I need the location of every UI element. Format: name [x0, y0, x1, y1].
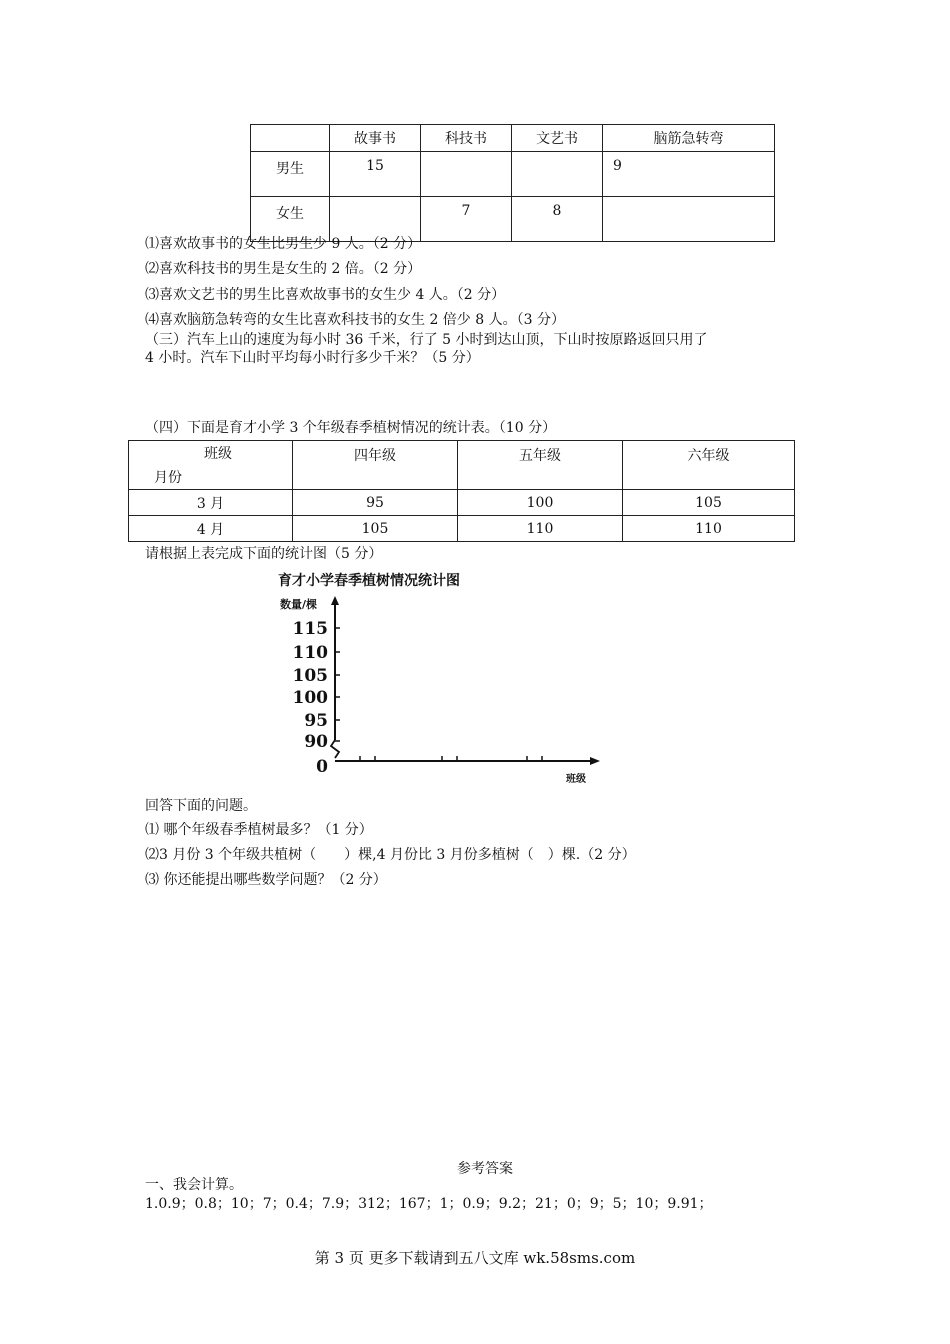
- question-2: ⑵3 月份 3 个年级共植树（ ）棵,4 月份比 3 月份多植树（ ）棵.（2 分）: [145, 847, 636, 863]
- corner-bottom-label: 月份: [154, 470, 182, 486]
- table-cell: 110: [623, 516, 795, 542]
- chart-area: [270, 590, 610, 790]
- table-header-cell: 故事书: [330, 125, 421, 152]
- book-preference-table: [250, 124, 775, 242]
- answers-section-1: 一、我会计算。: [145, 1177, 243, 1193]
- condition-3: ⑶喜欢文艺书的男生比喜欢故事书的女生少 4 人。（2 分）: [145, 287, 506, 303]
- y-tick-label: 110: [292, 643, 328, 663]
- corner-top-label: 班级: [204, 446, 232, 462]
- answers-heading: 参考答案: [457, 1161, 513, 1177]
- problem-3-line1: （三）汽车上山的速度为每小时 36 千米，行了 5 小时到达山顶，下山时按原路返回只用了: [145, 332, 708, 348]
- y-tick-label: 95: [304, 711, 328, 731]
- answers-line-1: 1.0.9；0.8；10；7；0.4；7.9；312；167；1；0.9；9.2；21；0；9；5；10；9.91；: [145, 1196, 713, 1212]
- problem-3-line2: 4 小时。汽车下山时平均每小时行多少千米？（5 分）: [145, 350, 480, 366]
- row-label: 女生: [251, 197, 330, 242]
- row-label: 男生: [251, 152, 330, 197]
- condition-4: ⑷喜欢脑筋急转弯的女生比喜欢科技书的女生 2 倍少 8 人。（3 分）: [145, 312, 565, 328]
- table-row: [129, 490, 795, 516]
- y-axis-break: [331, 740, 339, 758]
- condition-2: ⑵喜欢科技书的男生是女生的 2 倍。（2 分）: [145, 261, 422, 277]
- table-row: [251, 152, 775, 197]
- table-header-cell: 脑筋急转弯: [603, 125, 775, 152]
- table-cell: [603, 197, 775, 242]
- page-footer: 第 3 页 更多下载请到五八文库 wk.58sms.com: [314, 1249, 636, 1267]
- y-tick-label: 90: [304, 732, 328, 752]
- table-cell: 105: [623, 490, 795, 516]
- month-cell: 3 月: [129, 490, 293, 516]
- table-row: [129, 516, 795, 542]
- condition-1: ⑴喜欢故事书的女生比男生少 9 人。（2 分）: [145, 236, 422, 252]
- table-cell: 7: [421, 197, 512, 242]
- table-cell: 95: [293, 490, 458, 516]
- table-header-cell: [251, 125, 330, 152]
- question-1: ⑴ 哪个年级春季植树最多？（1 分）: [145, 822, 373, 838]
- table-header-row: [129, 441, 795, 490]
- table-cell: 15: [330, 152, 421, 197]
- table-cell: [421, 152, 512, 197]
- chart-xlabel: 班级: [566, 774, 586, 785]
- chart-instruction: 请根据上表完成下面的统计图（5 分）: [145, 546, 383, 562]
- y-tick-label: 115: [292, 619, 328, 639]
- table-cell: 8: [512, 197, 603, 242]
- month-cell: 4 月: [129, 516, 293, 542]
- x-axis-arrow: [590, 757, 600, 765]
- y-axis-arrow: [331, 596, 339, 605]
- table-header-cell: 文艺书: [512, 125, 603, 152]
- tree-planting-table: [128, 440, 795, 542]
- grade-header: 六年级: [623, 441, 795, 490]
- questions-intro: 回答下面的问题。: [145, 798, 257, 814]
- table-cell: 100: [458, 490, 623, 516]
- question-3: ⑶ 你还能提出哪些数学问题？（2 分）: [145, 872, 387, 888]
- chart-ylabel: 数量/棵: [280, 598, 318, 611]
- corner-cell: [129, 441, 293, 490]
- grade-header: 五年级: [458, 441, 623, 490]
- table-cell: 110: [458, 516, 623, 542]
- y-tick-label: 100: [292, 688, 328, 708]
- table-header-row: [251, 125, 775, 152]
- y-tick-label: 105: [292, 666, 328, 686]
- table-cell: [512, 152, 603, 197]
- section-4-title: （四）下面是育才小学 3 个年级春季植树情况的统计表。（10 分）: [145, 420, 557, 436]
- table-header-cell: 科技书: [421, 125, 512, 152]
- grade-header: 四年级: [293, 441, 458, 490]
- y-tick-label: 0: [316, 757, 328, 777]
- chart-title: 育才小学春季植树情况统计图: [278, 573, 460, 589]
- table-cell: 105: [293, 516, 458, 542]
- table-cell: 9: [603, 152, 775, 197]
